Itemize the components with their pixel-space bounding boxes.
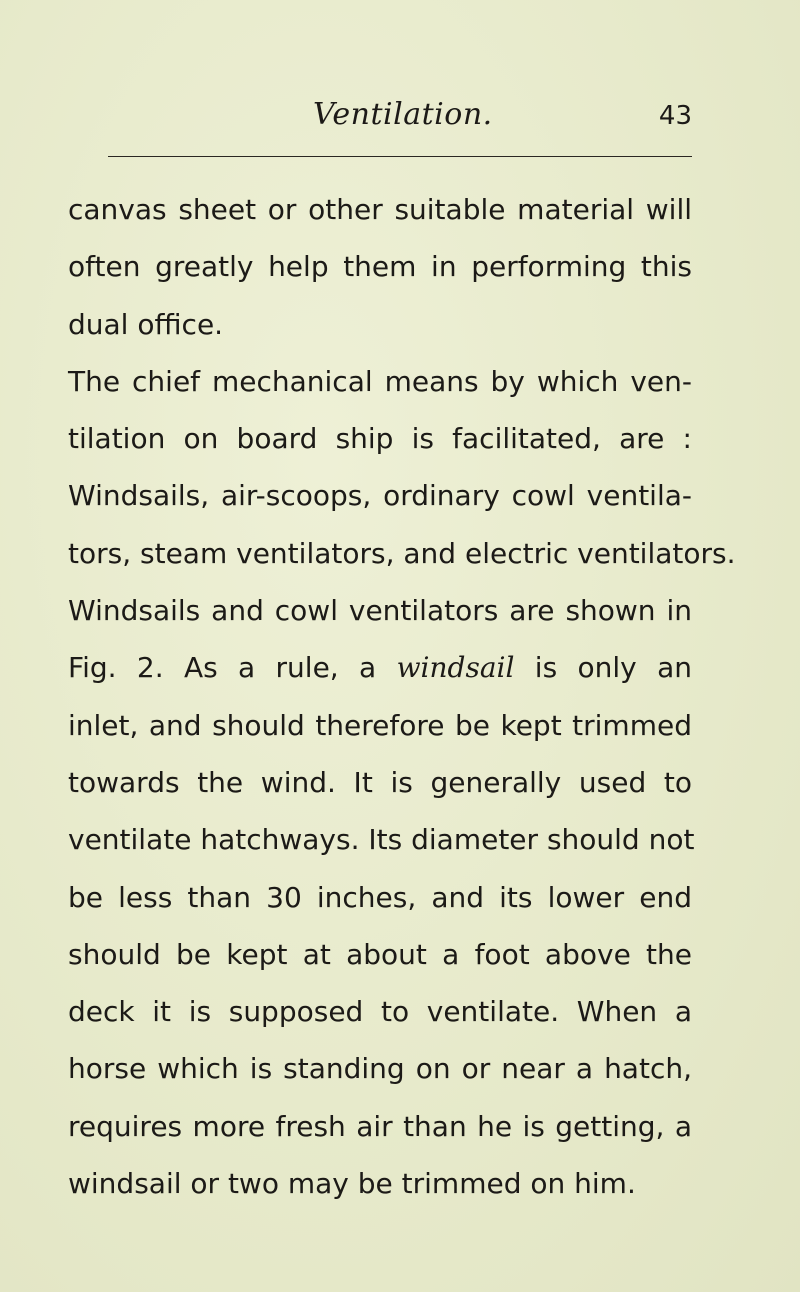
text-line: requires more fresh air than he is getting, a xyxy=(68,1109,692,1143)
text-line: canvas sheet or other suitable material will xyxy=(68,193,692,226)
text-line: deck it is supposed to ventilate. When a xyxy=(68,995,692,1029)
text-line: inlet, and should therefore be kept trimmed xyxy=(68,708,692,742)
page-number: 43 xyxy=(658,101,692,131)
page-title: Ventilation. xyxy=(313,97,493,132)
text-line: Windsails and cowl ventilators are shown in xyxy=(68,594,692,628)
text-line: windsail or two may be trimmed on him. xyxy=(68,1167,636,1201)
running-head xyxy=(0,90,800,140)
text-line: The chief mechanical means by which ven- xyxy=(68,364,692,398)
text-line: tors, steam ventilators, and electric ventilators. xyxy=(68,536,736,570)
fig-line-after: is only an xyxy=(514,651,692,685)
text-line: be less than 30 inches, and its lower end xyxy=(68,880,692,914)
header-rule xyxy=(108,156,692,157)
body-text xyxy=(68,181,736,1212)
text-line: dual office. xyxy=(68,307,224,341)
text-line-fig-reference xyxy=(68,639,692,696)
fig-line-italic-term: windsail xyxy=(396,651,515,685)
text-line: should be kept at about a foot above the xyxy=(68,937,692,971)
text-line: often greatly help them in performing this xyxy=(68,250,692,284)
text-line: ventilate hatchways. Its diameter should not xyxy=(68,823,695,857)
text-line: Windsails, air-scoops, ordinary cowl ventila- xyxy=(68,479,692,513)
text-line: tilation on board ship is facilitated, are : xyxy=(68,422,692,456)
fig-line-before: Fig. 2. As a rule, a xyxy=(68,651,397,685)
text-line: horse which is standing on or near a hatch, xyxy=(68,1052,692,1086)
text-line: towards the wind. It is generally used to xyxy=(68,765,692,799)
